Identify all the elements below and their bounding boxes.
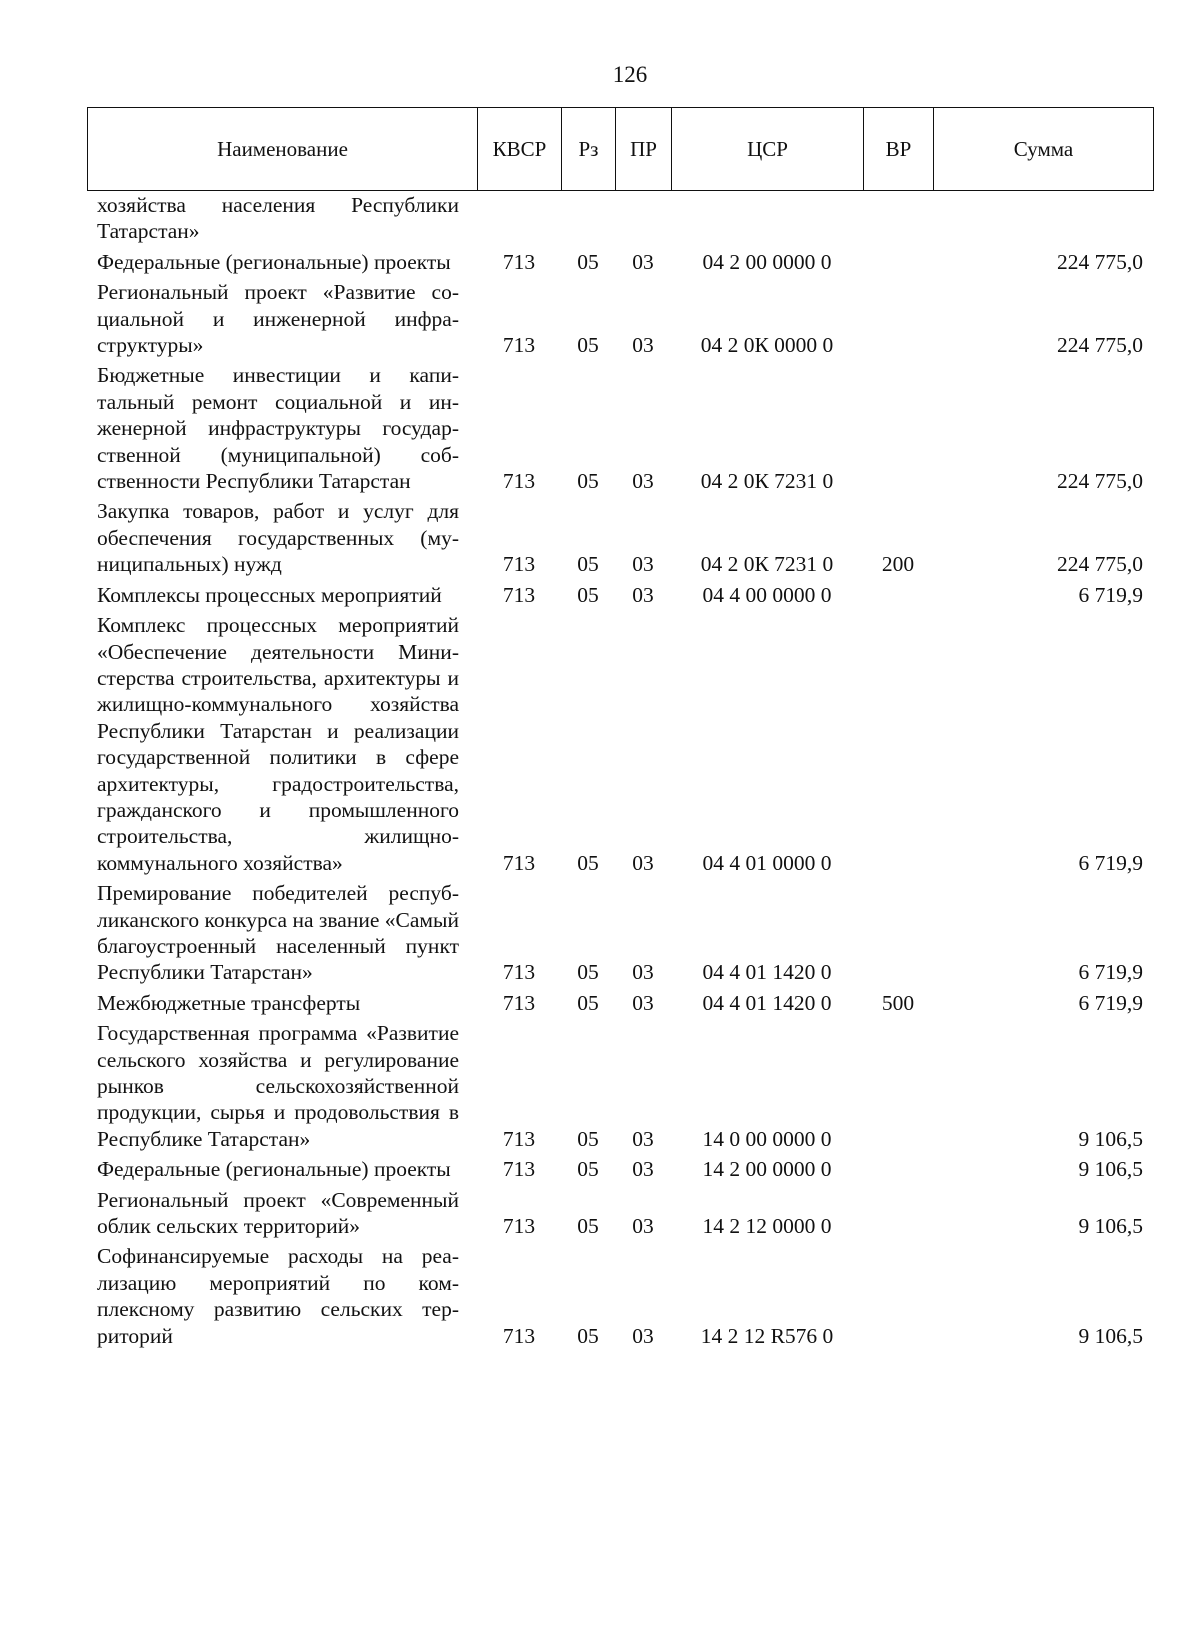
table-row [87, 192, 1153, 249]
budget-table-body [87, 192, 1153, 1353]
cell-sum: 224 775,0 [1057, 552, 1143, 577]
cell-sum: 6 719,9 [1078, 990, 1143, 1015]
page-number: 126 [612, 62, 648, 87]
cell-sum: 224 775,0 [1057, 469, 1143, 494]
column-header-rz: Рз [562, 108, 616, 191]
cell-sum [933, 192, 1153, 249]
cell-sum: 224 775,0 [1057, 249, 1143, 274]
cell-vr [863, 1156, 933, 1186]
cell-vr [863, 582, 933, 612]
cell-rz: 05 [577, 1323, 599, 1348]
cell-pr: 03 [632, 1214, 654, 1239]
cell-rz: 05 [577, 1157, 599, 1182]
cell-kvsr [477, 192, 561, 249]
cell-rz: 05 [577, 960, 599, 985]
cell-rz: 05 [577, 850, 599, 875]
cell-csr: 14 2 12 R576 0 [700, 1323, 834, 1348]
cell-kvsr: 713 [502, 552, 536, 577]
cell-pr: 03 [632, 582, 654, 607]
cell-kvsr: 713 [502, 1126, 536, 1151]
cell-pr [615, 192, 671, 249]
table-row [87, 880, 1153, 990]
table-row [87, 279, 1153, 362]
cell-name: Федеральные (региональные) проекты [97, 1157, 451, 1182]
cell-pr: 03 [632, 333, 654, 358]
cell-vr [863, 1020, 933, 1156]
cell-csr: 04 4 00 0000 0 [702, 582, 832, 607]
cell-csr: 14 2 12 0000 0 [702, 1214, 832, 1239]
cell-sum: 9 106,5 [1078, 1323, 1143, 1348]
cell-csr: 04 2 00 0000 0 [702, 249, 832, 274]
cell-kvsr: 713 [502, 990, 536, 1015]
table-row [87, 362, 1153, 498]
cell-vr [863, 362, 933, 498]
cell-rz: 05 [577, 552, 599, 577]
cell-kvsr: 713 [502, 249, 536, 274]
cell-sum: 9 106,5 [1078, 1126, 1143, 1151]
cell-name: Премирование победителей республиканского конкурса на звание «Самый благоустроенный населенный пункт Республики Татарстан» [97, 881, 459, 985]
cell-name: Комплекс процессных мероприятий «Обеспечение деятельности Министерства строительства, архитектуры и жилищно-коммунального хозяйства Республики Татарстан и реализации государственной политики в сфере архитектуры, градостроительства, гражданского и промышленного строительства, жилищно-коммунального хозяйства» [97, 613, 459, 875]
cell-csr: 04 2 0К 7231 0 [700, 552, 834, 577]
column-header-vr: ВР [864, 108, 934, 191]
cell-rz: 05 [577, 582, 599, 607]
cell-name: Региональный проект «Развитие социальной и инженерной инфраструктуры» [97, 280, 459, 358]
cell-rz: 05 [577, 249, 599, 274]
column-header-sum: Сумма [934, 108, 1154, 191]
cell-rz: 05 [577, 1126, 599, 1151]
cell-csr: 14 2 00 0000 0 [702, 1157, 832, 1182]
cell-sum: 6 719,9 [1078, 960, 1143, 985]
cell-pr: 03 [632, 552, 654, 577]
cell-rz: 05 [577, 1214, 599, 1239]
cell-vr [863, 249, 933, 279]
table-row [87, 249, 1153, 279]
cell-csr [671, 192, 863, 249]
cell-rz: 05 [577, 333, 599, 358]
cell-pr: 03 [632, 1323, 654, 1348]
cell-csr: 04 2 0К 7231 0 [700, 469, 834, 494]
cell-kvsr: 713 [502, 582, 536, 607]
cell-sum: 9 106,5 [1078, 1214, 1143, 1239]
cell-name: Комплексы процессных мероприятий [97, 582, 442, 607]
cell-name: Федеральные (региональные) проекты [97, 249, 451, 274]
cell-name: Государственная программа «Развитие сельского хозяйства и регулирование рынков сельскохозяйственной продукции, сырья и продовольствия в Республике Татарстан» [97, 1021, 459, 1151]
cell-rz: 05 [577, 990, 599, 1015]
cell-vr [863, 1187, 933, 1244]
cell-csr: 04 4 01 1420 0 [702, 960, 832, 985]
cell-sum: 9 106,5 [1078, 1157, 1143, 1182]
cell-pr: 03 [632, 1126, 654, 1151]
table-row [87, 1243, 1153, 1353]
cell-pr: 03 [632, 249, 654, 274]
table-row [87, 582, 1153, 612]
cell-name: Бюджетные инвестиции и капитальный ремонт социальной и инженерной инфраструктуры государственной (муниципальной) собственности Республики Татарстан [97, 363, 459, 494]
cell-sum: 224 775,0 [1057, 333, 1143, 358]
table-row [87, 612, 1153, 880]
column-header-name: Наименование [88, 108, 478, 191]
cell-vr [863, 192, 933, 249]
table-row [87, 1156, 1153, 1186]
column-header-csr: ЦСР [672, 108, 864, 191]
table-row [87, 990, 1153, 1020]
cell-rz [561, 192, 615, 249]
cell-name: Межбюджетные трансферты [97, 990, 361, 1015]
cell-pr: 03 [632, 850, 654, 875]
cell-sum: 6 719,9 [1078, 850, 1143, 875]
cell-vr [863, 612, 933, 880]
cell-pr: 03 [632, 960, 654, 985]
cell-vr: 500 [881, 990, 915, 1015]
cell-name: хозяйства населения Республики Татарстан» [97, 193, 459, 244]
cell-pr: 03 [632, 469, 654, 494]
cell-kvsr: 713 [502, 1157, 536, 1182]
cell-kvsr: 713 [502, 469, 536, 494]
cell-kvsr: 713 [502, 960, 536, 985]
cell-kvsr: 713 [502, 333, 536, 358]
cell-vr: 200 [881, 552, 915, 577]
cell-vr [863, 279, 933, 362]
cell-vr [863, 880, 933, 990]
table-row [87, 498, 1153, 581]
table-row [87, 1020, 1153, 1156]
cell-kvsr: 713 [502, 1323, 536, 1348]
column-header-pr: ПР [616, 108, 672, 191]
cell-csr: 04 4 01 1420 0 [702, 990, 832, 1015]
cell-name: Закупка товаров, работ и услуг для обеспечения государственных (муниципальных) нужд [97, 499, 459, 577]
cell-rz: 05 [577, 469, 599, 494]
table-row [87, 1187, 1153, 1244]
cell-kvsr: 713 [502, 1214, 536, 1239]
cell-vr [863, 1243, 933, 1353]
cell-csr: 04 2 0К 0000 0 [700, 333, 834, 358]
cell-csr: 04 4 01 0000 0 [702, 850, 832, 875]
cell-pr: 03 [632, 1157, 654, 1182]
cell-pr: 03 [632, 990, 654, 1015]
cell-sum: 6 719,9 [1078, 582, 1143, 607]
cell-name: Региональный проект «Современный облик сельских территорий» [97, 1187, 459, 1239]
table-header [87, 107, 1154, 191]
cell-name: Софинансируемые расходы на реализацию мероприятий по комплексному развитию сельских территорий [97, 1244, 459, 1348]
cell-csr: 14 0 00 0000 0 [702, 1126, 832, 1151]
cell-kvsr: 713 [502, 850, 536, 875]
column-header-kvsr: КВСР [478, 108, 562, 191]
